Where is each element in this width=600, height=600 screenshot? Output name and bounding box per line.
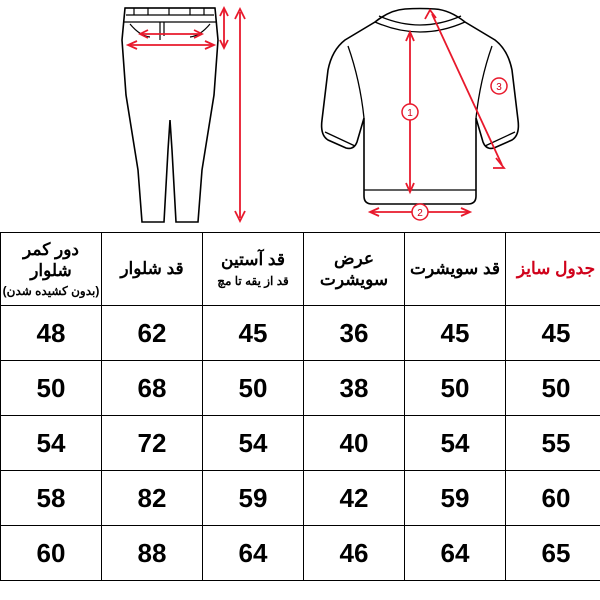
marker-1: 1 [407,108,413,119]
cell-waist: 50 [1,361,102,416]
column-header-sleeve-length-sub: قد از یقه تا مچ [217,273,289,288]
cell-pants-length: 82 [102,471,203,526]
cell-size: 45 [506,306,600,361]
cell-sweatshirt-width: 46 [304,526,405,581]
cell-sweatshirt-length: 54 [405,416,506,471]
table-row [1,306,600,361]
column-header-sweatshirt-width-label: عرض سویشرت [319,248,389,289]
table-row [1,361,600,416]
cell-sweatshirt-width: 36 [304,306,405,361]
column-header-size [506,233,600,306]
table-body [1,306,600,581]
cell-sweatshirt-width: 42 [304,471,405,526]
cell-waist: 54 [1,416,102,471]
table-header [1,233,600,306]
column-header-waist-sub: (بدون کشیده شدن) [2,284,100,299]
marker-3: 3 [496,82,502,93]
column-header-size-label: جدول سایز [516,259,596,279]
column-header-sleeve-length [203,233,304,306]
table-row [1,471,600,526]
sweatshirt-diagram [280,0,540,232]
cell-pants-length: 62 [102,306,203,361]
table-header-row [1,233,600,306]
cell-pants-length: 72 [102,416,203,471]
cell-sleeve-length: 50 [203,361,304,416]
cell-waist: 60 [1,526,102,581]
cell-waist: 58 [1,471,102,526]
cell-waist: 48 [1,306,102,361]
table-row [1,416,600,471]
size-table [0,232,600,581]
cell-pants-length: 68 [102,361,203,416]
cell-sleeve-length: 59 [203,471,304,526]
cell-size: 60 [506,471,600,526]
column-header-waist-label: دور کمر شلوار [22,239,79,280]
cell-pants-length: 88 [102,526,203,581]
column-header-pants-length-label: قد شلوار [120,259,184,279]
column-header-pants-length [102,233,203,306]
cell-sweatshirt-width: 40 [304,416,405,471]
cell-sweatshirt-length: 45 [405,306,506,361]
illustration-area [0,0,600,232]
cell-size: 50 [506,361,600,416]
cell-size: 65 [506,526,600,581]
marker-2: 2 [417,208,423,219]
cell-sweatshirt-length: 59 [405,471,506,526]
cell-sweatshirt-length: 64 [405,526,506,581]
cell-sleeve-length: 64 [203,526,304,581]
column-header-sleeve-length-label: قد آستین [221,250,285,270]
cell-sleeve-length: 54 [203,416,304,471]
cell-sleeve-length: 45 [203,306,304,361]
table-row [1,526,600,581]
column-header-sweatshirt-width [304,233,405,306]
pants-diagram [90,0,260,232]
column-header-waist [1,233,102,306]
column-header-sweatshirt-length-label: قد سویشرت [409,259,501,279]
column-header-sweatshirt-length [405,233,506,306]
cell-size: 55 [506,416,600,471]
cell-sweatshirt-length: 50 [405,361,506,416]
cell-sweatshirt-width: 38 [304,361,405,416]
